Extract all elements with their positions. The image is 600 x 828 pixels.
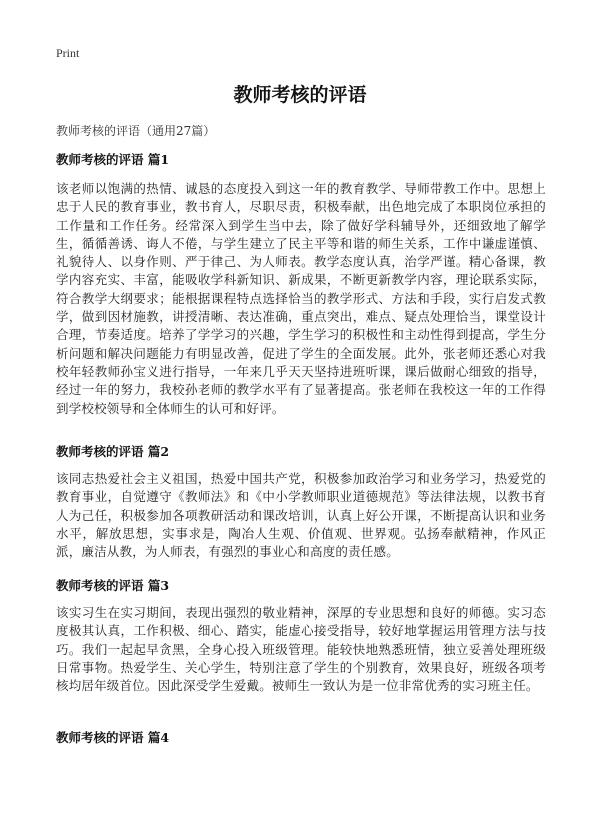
section-heading-3: 教师考核的评语 篇3: [56, 578, 170, 593]
section-heading-2: 教师考核的评语 篇2: [56, 444, 170, 459]
section-body-1: 该老师以饱满的热情、诚恳的态度投入到这一年的教育教学、导师带教工作中。思想上忠于人民的教育事业，教书育人，尽职尽责，积极奉献，出色地完成了本职岗位承担的工作量和工作任务。经常深入到学生当中去，除了做好学科辅导外，还细致地了解学生，循循善诱、诲人不倦，与学生建立了民主平等和谐的师生关系，工作中谦虚谨慎、礼貌待人、以身作则、严于律己、为人师表。教学态度认真，治学严谨。精心备课，教学内容充实、丰富，能吸收学科新知识、新成果，不断更新教学内容，理论联系实际，符合教学大纲要求；能根据课程特点选择恰当的教学形式、方法和手段，实行启发式教学，做到因材施教，讲授清晰、表达准确，重点突出，难点、疑点处理恰当，课堂设计合理，节奏适度。培养了学学习的兴趣，学生学习的积极性和主动性得到提高，学生分析问题和解决问题能力有明显改善，促进了学生的全面发展。此外，张老师还悉心对我校年轻教师孙宝义进行指导，一年来几乎天天坚持进班听课，课后做耐心细致的指导，经过一年的努力，我校孙老师的教学水平有了显著提高。张老师在我校这一年的工作得到学校校领导和全体师生的认可和好评。: [56, 181, 546, 416]
section-heading-1: 教师考核的评语 篇1: [56, 152, 170, 167]
print-link[interactable]: Print: [56, 46, 80, 60]
section-body-2: 该同志热爱社会主义祖国，热爱中国共产党，积极参加政治学习和业务学习，热爱党的教育事业，自觉遵守《教师法》和《中小学教师职业道德规范》等法律法规，以教书育人为己任，积极参加各项教研活动和课改培训，认真上好公开课，不断提高认识和业务水平，解放思想，实事求是，陶冶人生观、价值观、世界观。弘扬奉献精神，作风正派，廉洁从教，为人师表，有强烈的事业心和高度的责任感。: [56, 471, 546, 560]
document-subtitle: 教师考核的评语（通用27篇）: [56, 124, 216, 138]
section-body-3: 该实习生在实习期间，表现出强烈的敬业精神，深厚的专业思想和良好的师德。实习态度极其认真，工作积极、细心、踏实，能虚心接受指导，较好地掌握运用管理方法与技巧。我们一起起早贪黑，全身心投入班级管理。能较快地熟悉班情，独立妥善处理班级日常事物。热爱学生、关心学生，特别注意了学生的个别教育，效果良好，班级各项考核均居年级首位。因此深受学生爱戴。被师生一致认为是一位非常优秀的实习班主任。: [56, 605, 546, 694]
page-title: 教师考核的评语: [233, 84, 367, 106]
section-heading-4: 教师考核的评语 篇4: [56, 730, 170, 745]
